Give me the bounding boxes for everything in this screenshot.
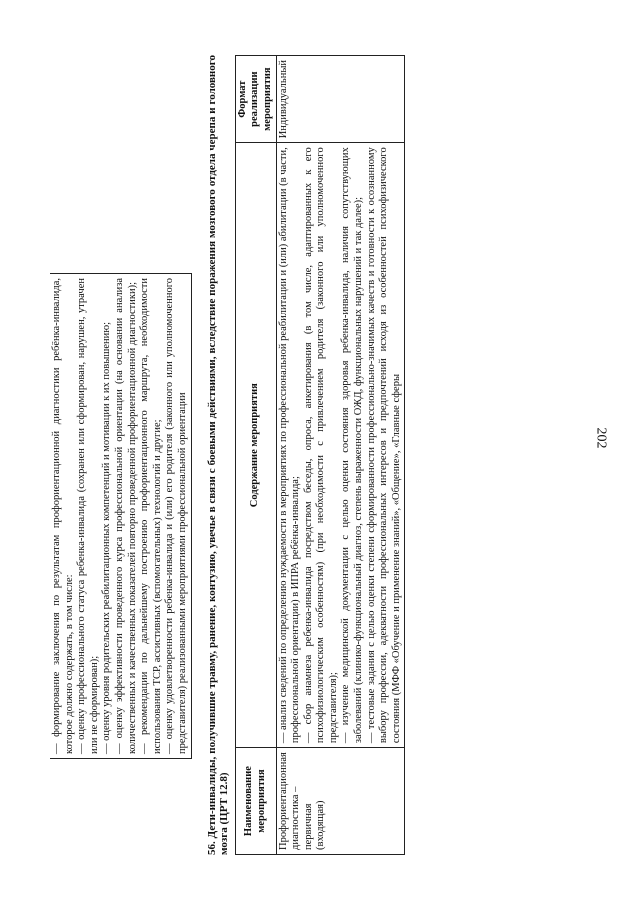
list-item: — сбор анамнеза ребенка-инвалида посредством беседы, опроса, анкетирования (в том числе, адаптированных к его психофизиологическим особенностям) (при необходимости с привлечением родителя (законного или уполномоченного представителя); — [302, 147, 339, 744]
list-item: — изучение медицинской документации с целью оценки состояния здоровья ребенка-инвалида, наличия сопутствующих заболеваний (клинико-функциональный диагноз, степень выраженности ОЖД, функциональных нарушений и так далее); — [340, 147, 365, 744]
list-item: — тестовые задания с целью оценки степени сформированности профессионально-значимых качеств и готовности к осознанному выбору профессии, адекватности профессиональных интересов и предпочтений исходя из особенностей психофизического состояния (МФФ «Обучение и применение знаний», «Общение», «Главные сферы — [365, 147, 402, 744]
cell-measure-name: Профориентационная диагностика – первичная (входящая) — [276, 748, 405, 855]
rotated-page-content — [50, 55, 610, 855]
list-item: — оценку удовлетворенности ребенка-инвалида и (или) его родителя (законного или уполномоченного представителя) реализованными мероприятиями профессиональной ориентации — [164, 278, 188, 754]
list-item: — формирование заключения по результатам профориентационной диагностики ребёнка-инвалида, которое должно содержать, в том числе: — [51, 278, 75, 754]
table-header-row — [235, 56, 276, 855]
list-item: — оценку эффективности проведенного курса профессиональной ориентации (на основании анализа количественных и качественных показателей повторно проведенной профориентационной диагностики); — [113, 278, 138, 754]
table-row — [276, 56, 405, 855]
list-item: — рекомендации по дальнейшему построению профориентационного маршрута, необходимости использования ТСР, ассистивных (вспомогательных) технологий и другие; — [139, 278, 163, 754]
continuation-table — [50, 273, 192, 759]
header-format: Формат реализации мероприятия — [235, 56, 276, 143]
header-name: Наименование мероприятия — [235, 748, 276, 855]
page-number: 202 — [593, 427, 609, 449]
section-title: 56. Дети-инвалиды, получившие травму, ранение, контузию, увечье в связи с боевыми действиями, вследствие поражения мозгового отдела черепа и головного мозга (ЦРТ 12.8) — [205, 55, 231, 855]
list-item: — оценку уровня родительских реабилитационных компетенций и мотивации к их повышению; — [101, 321, 113, 754]
list-item: — анализ сведений по определению нуждаемости в мероприятиях по профессиональной реабилитации и (или) абилитации (в части, профессиональной ориентации) в ИПРА ребёнка-инвалида; — [277, 147, 302, 744]
cell-measure-content — [276, 143, 405, 748]
continuation-cell — [50, 274, 191, 759]
cell-measure-format: Индивидуальный — [276, 56, 405, 143]
header-content: Содержание мероприятия — [235, 143, 276, 748]
list-item: — оценку профессионального статуса ребенка-инвалида (сохранен или сформирован, нарушен, утрачен или не сформирован); — [76, 278, 100, 754]
measures-table — [235, 55, 406, 855]
